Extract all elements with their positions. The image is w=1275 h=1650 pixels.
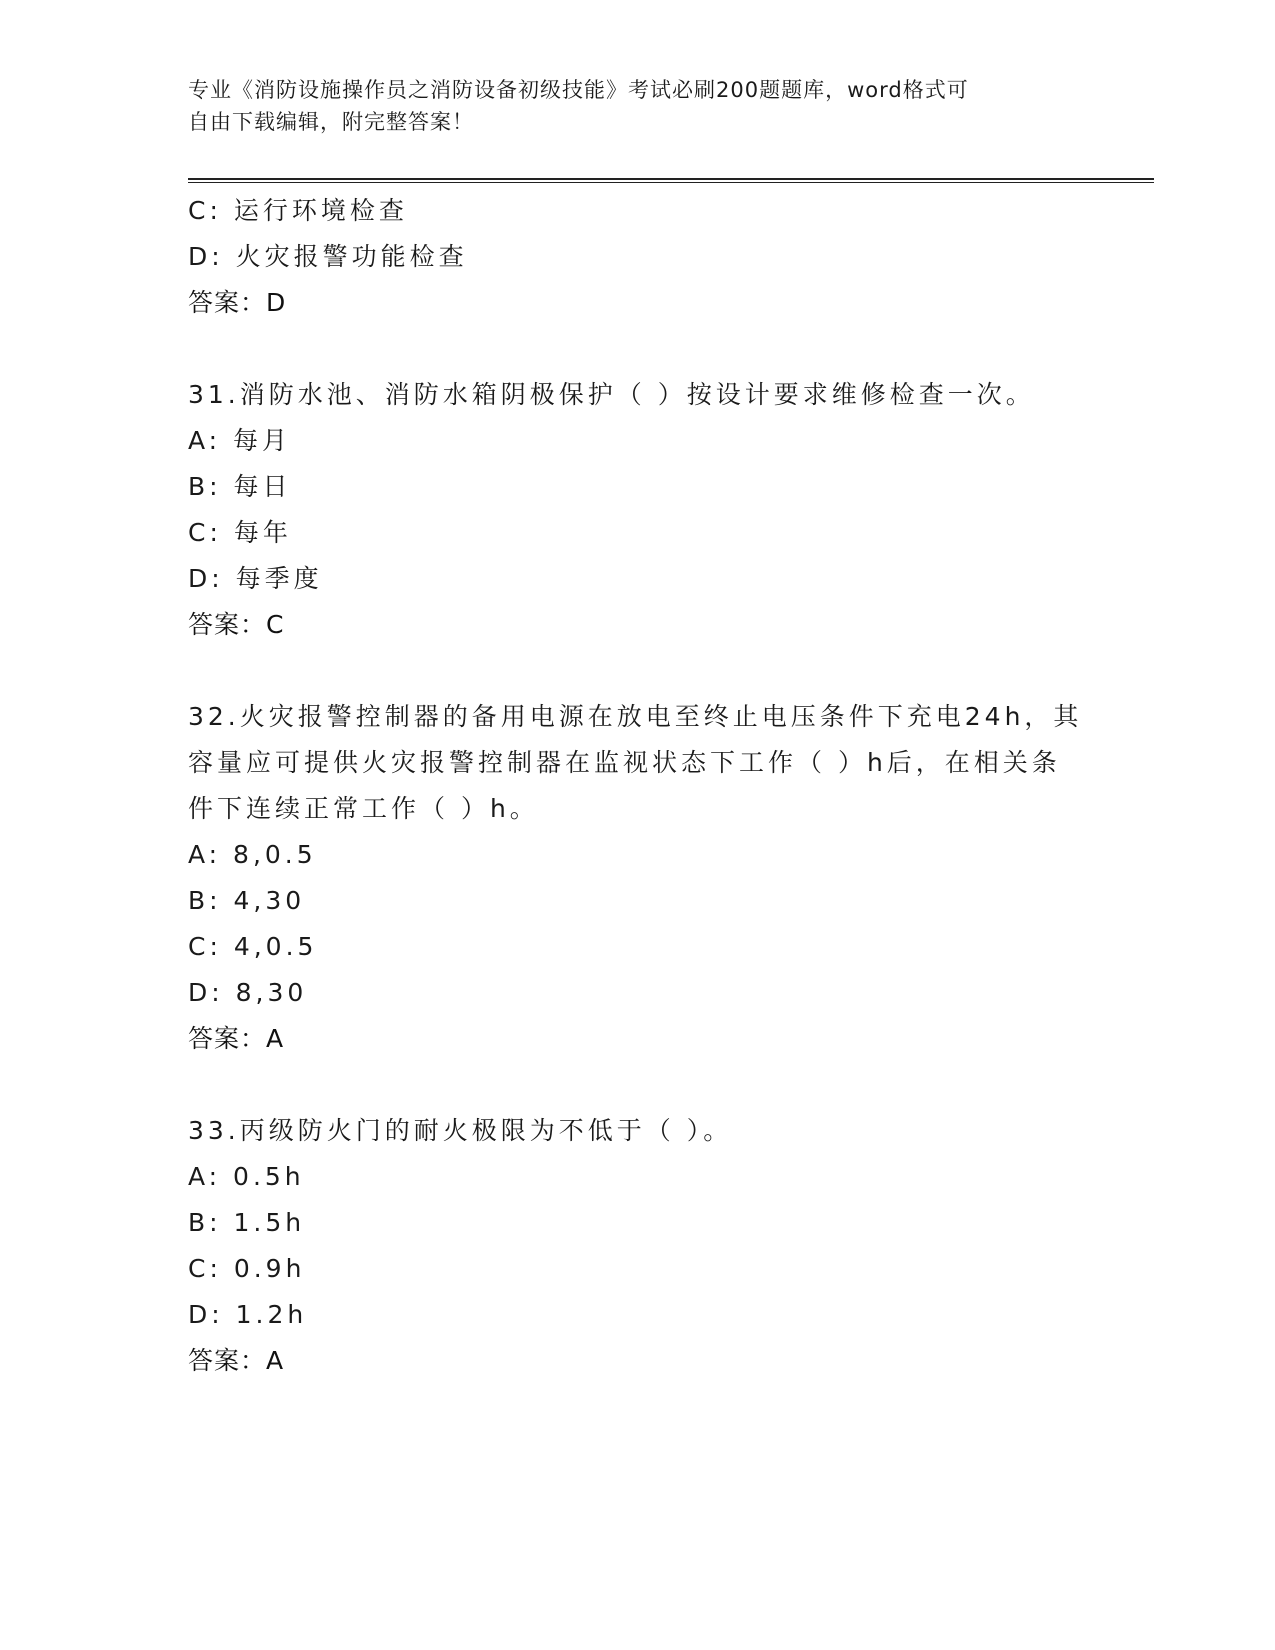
- answer-line: 答案：D: [188, 288, 287, 317]
- option-c: C: 运行环境检查: [188, 196, 408, 225]
- carryover-question: [188, 188, 1088, 326]
- spacer: [188, 326, 1088, 372]
- document-body: [188, 188, 1088, 1384]
- spacer: [188, 1062, 1088, 1108]
- header-divider-thin: [188, 182, 1154, 183]
- option-a: A: 0.5h: [188, 1162, 305, 1191]
- header-line-1: 专业《消防设施操作员之消防设备初级技能》考试必刷200题题库，word格式可: [188, 78, 969, 102]
- option-c: C: 每年: [188, 518, 292, 547]
- document-header: [188, 74, 1088, 138]
- option-b: B: 4,30: [188, 886, 306, 915]
- option-d: D: 火灾报警功能检查: [188, 242, 468, 271]
- option-a: A: 每月: [188, 426, 292, 455]
- option-d: D: 每季度: [188, 564, 323, 593]
- header-divider-thick: [188, 178, 1154, 180]
- answer-line: 答案：A: [188, 1024, 285, 1053]
- question-stem-line-3: 件下连续正常工作（ ）h。: [188, 794, 539, 823]
- option-c: C: 0.9h: [188, 1254, 306, 1283]
- header-line-2: 自由下载编辑，附完整答案！: [188, 110, 474, 134]
- question-stem: 31.消防水池、消防水箱阴极保护（ ）按设计要求维修检查一次。: [188, 380, 1035, 409]
- question-31: [188, 372, 1088, 648]
- question-33: [188, 1108, 1088, 1384]
- question-32: [188, 694, 1088, 1062]
- option-c: C: 4,0.5: [188, 932, 318, 961]
- question-stem-line-1: 32.火灾报警控制器的备用电源在放电至终止电压条件下充电24h，其: [188, 702, 1083, 731]
- answer-line: 答案：A: [188, 1346, 285, 1375]
- question-stem: 33.丙级防火门的耐火极限为不低于（ ）。: [188, 1116, 733, 1145]
- option-a: A: 8,0.5: [188, 840, 317, 869]
- spacer: [188, 648, 1088, 694]
- answer-line: 答案：C: [188, 610, 285, 639]
- option-b: B: 1.5h: [188, 1208, 306, 1237]
- option-b: B: 每日: [188, 472, 292, 501]
- option-d: D: 1.2h: [188, 1300, 308, 1329]
- question-stem-line-2: 容量应可提供火灾报警控制器在监视状态下工作（ ）h后，在相关条: [188, 748, 1061, 777]
- option-d: D: 8,30: [188, 978, 308, 1007]
